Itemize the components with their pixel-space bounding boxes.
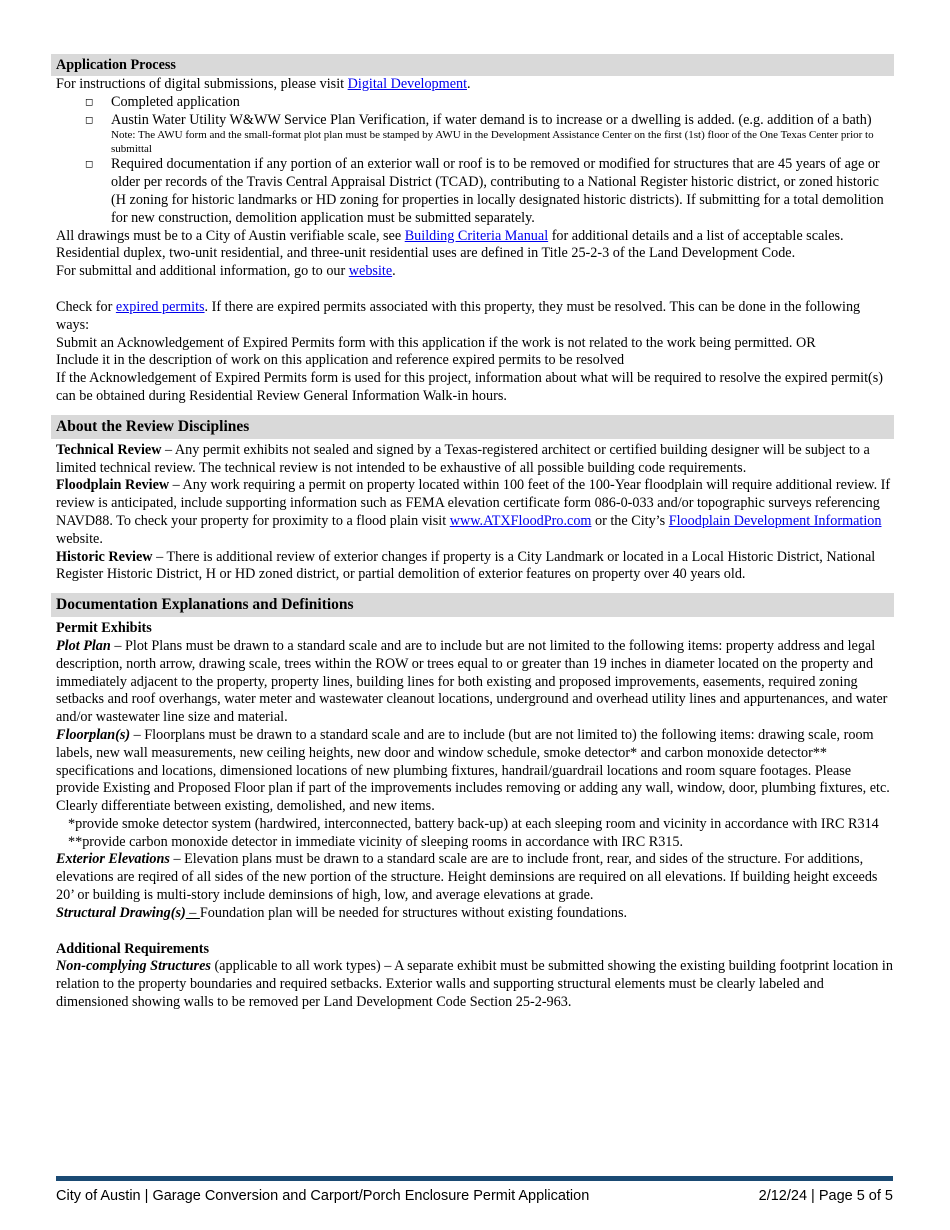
smoke-detector-note: *provide smoke detector system (hardwired, interconnected, battery back-up) at each sleeping room and vicinity in accordance with IRC R314 <box>68 815 879 832</box>
residential-uses: Residential duplex, two-unit residential, and three-unit residential uses are defined in Title 25-2-3 of the Land Development Code. <box>56 245 796 262</box>
floodplain-info-link[interactable]: Floodplain Development Information <box>668 512 882 529</box>
co-detector-note: **provide carbon monoxide detector in immediate vicinity of sleeping rooms in accordance with IRC R315. <box>68 833 684 850</box>
page-footer <box>56 1188 893 1206</box>
expired-option-2: Include it in the description of work on this application and reference expired permits to be resolved <box>56 352 625 369</box>
awu-note: Note: The AWU form and the small-format plot plan must be stamped by AWU in the Development Assistance Center on the first (1st) floor of the One Texas Center prior to submittal <box>111 129 874 155</box>
exterior-elevations: Exterior Elevations – Elevation plans must be drawn to a standard scale are are to include front, rear, and sides of the structure. For additions, elevations are reqired of all sides of the new portion of the structure. Height deminsions are required on all elevations. If building height exceeds 20’ or building is multi-story include deminsions of high, low, and average elevations at grade. <box>56 851 878 904</box>
floorplans: Floorplan(s) – Floorplans must be drawn to a standard scale and are to include (but are not limited to) the following items: drawing scale, room labels, new wall measurements, new ceiling heights, new door and window schedule, smoke detector* and carbon monoxide detector** specifications and locations, dimensioned locations of new plumbing fixtures, handrail/guardrail locations and room square footages. Please provide Existing and Proposed Floor plan if part of the improvements includes removing or adding any wall, window, door, plumbing fixtures, etc. Clearly differentiate between existing, demolished, and new items. <box>56 726 890 815</box>
application-checklist <box>56 94 894 228</box>
page-content <box>56 54 894 1012</box>
expired-option-1: Submit an Acknowledgement of Expired Permits form with this application if the work is not related to the work being permitted. OR <box>56 334 816 351</box>
expired-permits-link[interactable]: expired permits <box>115 298 205 315</box>
permit-exhibits-heading: Permit Exhibits <box>56 620 152 637</box>
checklist-item: ◻ Completed application <box>85 93 240 110</box>
technical-review: Technical Review – Any permit exhibits not sealed and signed by a Texas-registered architect or certified building designer will be subject to a limited technical review. The technical review is not intended to be exhaustive of all possible building code requirements. <box>56 441 870 476</box>
section-heading-application-process: Application Process <box>51 54 894 76</box>
checkbox-icon: ◻ <box>85 96 94 108</box>
checkbox-icon: ◻ <box>85 159 94 171</box>
floodplain-review: Floodplain Review – Any work requiring a permit on property located within 100 feet of the 100-Year floodplain will require additional review. If review is anticipated, include supporting information such as FEMA elevation certificate form 086-0-033 and/or topographic surveys referencing NAVD88. To check your property for proximity to a flood plain visit www.ATXFloodPro.com or the City’s Floodplain Development Information website. <box>56 477 891 547</box>
checklist-item: ◻ Required documentation if any portion of an exterior wall or roof is to be removed or modified for structures that are 45 years of age or older per records of the Travis Central Appraisal District (TCAD), contributing to a National Register historic district, or zoned historic (H zoning for historic landmarks or HD zoning for properties in locally designated historic districts). If submitting for a total demolition for new construction, demolition application must be submitted separately. <box>85 156 884 226</box>
atx-floodpro-link[interactable]: www.ATXFloodPro.com <box>449 512 592 529</box>
checkbox-icon: ◻ <box>85 114 94 126</box>
digital-development-link[interactable]: Digital Development <box>347 76 468 92</box>
structural-drawings: Structural Drawing(s) – Foundation plan will be needed for structures without existing foundations. <box>56 904 628 921</box>
scale-requirement: All drawings must be to a City of Austin verifiable scale, see Building Criteria Manual for additional details and a list of acceptable scales. <box>56 227 844 244</box>
building-criteria-manual-link[interactable]: Building Criteria Manual <box>404 227 549 244</box>
additional-requirements-heading: Additional Requirements <box>56 940 210 957</box>
historic-review: Historic Review – There is additional review of exterior changes if property is a City Landmark or located in a Local Historic District, National Register Historic District, H or HD zoned district, or partial demolition of exterior features on property over 40 years old. <box>56 548 876 583</box>
section-heading-documentation: Documentation Explanations and Definitions <box>51 593 894 617</box>
expired-permits-check: Check for expired permits. If there are expired permits associated with this property, they must be resolved. This can be done in the following ways: <box>56 298 861 333</box>
digital-instructions: For instructions of digital submissions, please visit Digital Development. <box>56 76 471 92</box>
non-complying-structures: Non-complying Structures (applicable to all work types) – A separate exhibit must be submitted showing the existing building footprint location in relation to the property boundaries and required setbacks. Exterior walls and supporting structural elements must be clearly labeled and dimensioned showing walls to be removed per Land Development Code Section 25-2-963. <box>56 958 893 1011</box>
footer-title: City of Austin | Garage Conversion and Carport/Porch Enclosure Permit Application <box>56 1188 590 1204</box>
checklist-item: ◻ Austin Water Utility W&WW Service Plan Verification, if water demand is to increase or a dwelling is added. (e.g. addition of a bath) Note: The AWU form and the small-format plot plan must be stamped by AWU in the Development Assistance Center on the first (1st) floor of the One Texas Center prior to submittal <box>56 112 894 157</box>
section-heading-review-disciplines: About the Review Disciplines <box>51 415 894 439</box>
footer-rule <box>56 1176 893 1181</box>
submittal-info: For submittal and additional information, go to our website. <box>56 263 396 280</box>
expired-info: If the Acknowledgement of Expired Permits form is used for this project, information about what will be required to resolve the expired permit(s) can be obtained during Residential Review General Information Walk-in hours. <box>56 370 883 404</box>
plot-plan: Plot Plan – Plot Plans must be drawn to a standard scale and are to include but are not limited to the following items: property address and legal description, north arrow, drawing scale, trees within the ROW or trees equal to or greater than 19 inches in diameter located on the property and immediately adjacent to the property, property lines, building lines for both existing and proposed improvements, easements, required zoning setbacks and roof overhangs, water meter and wastewater cleanout locations, underground and overhead utility lines and appurtenances, and water and/or wastewater line size and material. <box>56 637 888 726</box>
website-link[interactable]: website <box>348 263 393 280</box>
footer-page-info: 2/12/24 | Page 5 of 5 <box>758 1188 893 1204</box>
